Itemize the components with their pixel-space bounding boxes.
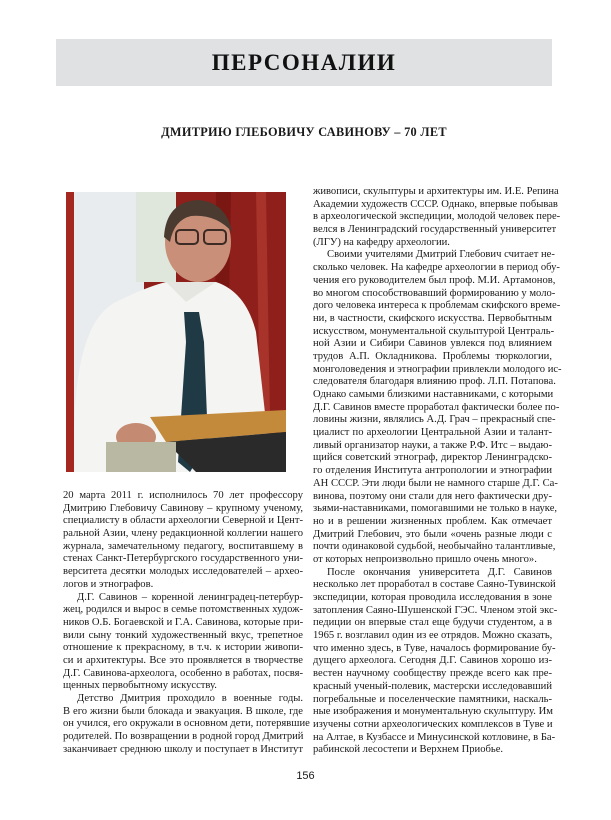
paragraph <box>63 693 310 756</box>
text-line: Дмитрию Глебовичу Савинову – крупному ученому, <box>63 502 303 514</box>
paragraph <box>63 592 303 694</box>
text-line: ников О.Б. Богаевской и Г.А. Савинова, которые при- <box>63 616 304 628</box>
text-line: заканчивает среднюю школу и поступает в Институт <box>63 743 303 755</box>
text-line: Д.Г. Савинова-археолога, особенно в работах, посвя- <box>63 667 303 679</box>
text-line: 20 марта 2011 г. исполнилось 70 лет профессору <box>63 490 303 501</box>
text-line: живописи, скульптуры и архитектуры им. И.Е. Репина <box>313 186 559 197</box>
text-line: ловины жизни, являлись А.Д. Грач – прекрасный спе- <box>313 414 556 426</box>
text-line: что именно здесь, в Туве, началось формирование бу- <box>313 642 556 654</box>
text-line: педиции он впервые стал еще будучи студентом, а в <box>313 617 552 629</box>
section-header-band <box>56 39 552 86</box>
text-line: отношение к прекрасному, в т.ч. к истории живопи- <box>63 642 303 654</box>
text-line: вили сыну тонкий художественный вкус, трепетное <box>63 629 303 641</box>
text-line: Детство Дмитрия проходило в военные годы. <box>77 693 303 704</box>
text-line: дущего археолога. Сегодня Д.Г. Савинов хорошо из- <box>313 655 552 667</box>
text-line: Однако самыми близкими наставниками, с которыми <box>313 389 554 400</box>
text-line: вестен научному сообществу прежде всего как пре- <box>313 668 552 680</box>
text-line: щийся советский этнограф, директор Ленинградско- <box>313 452 552 464</box>
paragraph <box>313 566 558 757</box>
text-line: он учился, его окружали в основном дети, потерявшие <box>63 718 310 730</box>
text-line: щенных первобытному искусству. <box>63 680 217 692</box>
text-line: родителей. По возвращении в родной город Дмитрий <box>63 731 304 743</box>
text-line: жец, родился и вырос в семье потомственных худож- <box>63 604 303 616</box>
paragraph <box>313 249 562 566</box>
text-line: ные изображения и монументальную скульптуру. Им <box>313 706 553 718</box>
text-line: экспедиции, которая проводила исследования в зоне <box>313 592 552 603</box>
text-line: следователя благодаря влиянию проф. Л.П. Потапова. <box>313 376 556 388</box>
text-line: ной Азии и Сибири Савинов увлекся под влиянием <box>313 338 552 350</box>
text-line: 1965 г. возглавил один из ее отрядов. Можно сказать, <box>313 630 553 642</box>
text-line: в археологической экспедиции, молодой человек пере- <box>313 211 561 223</box>
paragraph <box>313 186 561 249</box>
text-line: искусством, монументальной скульптурой Централь- <box>313 325 555 337</box>
text-line: ливый организатор науки, а также Р.Ф. Итс – выдаю- <box>313 439 552 451</box>
text-line: несколько лет проработал в составе Саяно-Тувинской <box>313 579 556 591</box>
text-line: трудов А.П. Окладникова. Проблемы тюркологии, <box>313 350 552 362</box>
text-line: дого человека интереса к проблемам скифского време- <box>313 300 561 312</box>
text-line: циалист по археологии Центральной Азии и талант- <box>313 427 552 439</box>
text-line: стенах Санкт-Петербургского государственного уни- <box>63 553 303 565</box>
left-column <box>63 490 310 756</box>
text-line: Академии художеств СССР. Однако, впервые побывав <box>313 198 558 210</box>
text-line: Д.Г. Савинов вместе проработал фактически более по- <box>313 401 560 413</box>
text-line: ральной Азии, члену редакционной коллегии нашего <box>63 528 303 540</box>
text-line: на Алтае, в Кузбассе и Минусинской котловине, в Ба- <box>313 731 556 743</box>
text-line: Своими учителями Дмитрий Глебович считает не- <box>327 249 555 261</box>
text-line: рабинской лесостепи и Верхнем Приобье. <box>313 744 504 756</box>
text-line: чения его руководителем был проф. М.И. Артамонов, <box>313 274 556 286</box>
text-line: во многом способствовавший формированию у моло- <box>313 287 556 299</box>
text-line: от которых непроизвольно пришло очень много». <box>313 553 537 565</box>
page-number: 156 <box>296 770 315 782</box>
text-line: изучены сотни археологических комплексов в Туве и <box>313 718 553 730</box>
text-line: Дмитрий Глебович, это были «очень разные люди с <box>313 528 552 540</box>
text-line: но и в решении жизненных проблем. Как отмечает <box>313 515 552 527</box>
text-line: АН СССР. Эти люди были не намного старше Д.Г. Са- <box>313 477 558 489</box>
text-line: ни, в частности, скифского искусства. Первобытным <box>313 312 552 324</box>
text-line: Д.Г. Савинов – коренной ленинградец-петербур- <box>77 591 303 603</box>
portrait-photo <box>66 192 286 472</box>
article-title: ДМИТРИЮ ГЛЕБОВИЧУ САВИНОВУ – 70 ЛЕТ <box>161 125 447 139</box>
text-line: велся в Ленинградский государственный университет <box>313 224 557 236</box>
text-line: затопления Саяно-Шушенской ГЭС. Членом этой экс- <box>313 604 558 616</box>
text-line: винова, поэтому они стали для него фактически дру- <box>313 490 552 502</box>
text-line: В его жизни были блокада и эвакуация. В школе, где <box>63 705 303 717</box>
text-line: погребальные и поселенческие памятники, наскаль- <box>313 693 552 705</box>
text-line: почти одинаковой судьбой, необычайно талантливые, <box>313 541 556 553</box>
text-line: верситета десятки молодых исследователей – архео- <box>63 566 303 578</box>
text-line: (ЛГУ) на кафедру археологии. <box>313 236 450 248</box>
paragraph <box>63 490 303 592</box>
text-line: монголоведения и этнографии привлекли молодого ис- <box>313 363 562 375</box>
text-line: красный ученый-полевик, мастерски исследовавший <box>313 680 552 692</box>
text-line: После окончания университета Д.Г. Савинов <box>327 566 552 578</box>
text-line: го отделения Института антропологии и этнографии <box>313 465 552 477</box>
text-line: зьями-наставниками, помогавшими не только в науке, <box>313 503 558 515</box>
right-column <box>313 186 562 757</box>
text-line: специалисту в области археологии Северной и Цент- <box>63 515 303 527</box>
text-line: логов и этнографов. <box>63 578 154 590</box>
text-line: сколько человек. На кафедре археологии в период обу- <box>313 262 560 274</box>
text-line: си и архитектуры. Все это проявляется в творчестве <box>63 654 303 666</box>
section-header: ПЕРСОНАЛИИ <box>211 49 397 75</box>
text-line: журнала, замечательному педагогу, воспитавшему в <box>63 540 303 552</box>
